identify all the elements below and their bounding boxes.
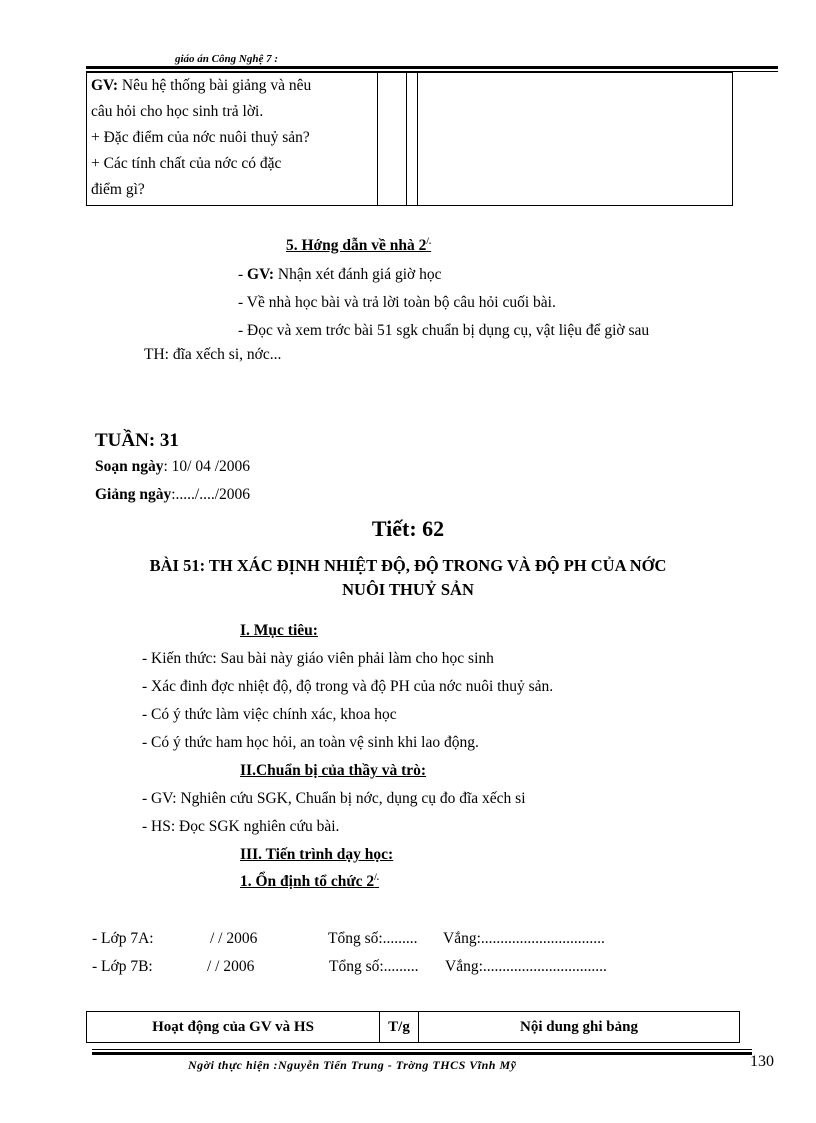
table-header-row — [87, 1012, 740, 1043]
running-title: giáo án Công Nghệ 7 : — [175, 53, 278, 65]
content-cell — [418, 73, 733, 206]
preparation-heading: II.Chuẩn bị của thầy và trò: — [240, 762, 427, 779]
activity-cell — [87, 73, 378, 206]
time-cell-b — [407, 73, 418, 206]
homework-item: - GV: Nhận xét đánh giá giờ học — [238, 266, 442, 283]
activity-table-header — [86, 1011, 740, 1043]
table-line: điểm gì? — [91, 181, 145, 198]
objective-item: - Xác đinh đợc nhiệt độ, độ trong và độ PH của nớc nuôi thuỷ sản. — [142, 678, 554, 695]
class-row: - Lớp 7B: / / 2006 Tổng số:......... Vắng:................................ — [92, 958, 607, 975]
table-line: + Đặc điểm của nớc nuôi thuỷ sản? — [91, 129, 310, 146]
period-number: Tiết: 62 — [371, 516, 445, 541]
objective-item: - Kiến thức: Sau bài này giáo viên phải làm cho học sinh — [142, 650, 494, 667]
process-subheading: 1. Ổn định tổ chức 2/. — [240, 872, 379, 891]
objective-item: - Có ý thức làm việc chính xác, khoa học — [142, 706, 397, 723]
objective-item: - Có ý thức ham học hỏi, an toàn vệ sinh khi lao động. — [142, 734, 479, 751]
teach-date: Giảng ngày:...../..../2006 — [95, 486, 251, 503]
preparation-item: - GV: Nghiên cứu SGK, Chuẩn bị nớc, dụng cụ đo đĩa xếch si — [142, 790, 526, 807]
homework-item: - Đọc và xem trớc bài 51 sgk chuẩn bị dụng cụ, vật liệu để giờ sau — [238, 322, 650, 339]
class-row: - Lớp 7A: / / 2006 Tổng số:......... Vắng:................................ — [92, 930, 605, 947]
table-line: GV: Nêu hệ thống bài giảng và nêu — [91, 77, 312, 94]
table-row — [87, 73, 733, 206]
lesson-title-line2: NUÔI THUỶ SẢN — [342, 580, 474, 599]
table-line: câu hỏi cho học sinh trả lời. — [91, 103, 264, 120]
objectives-heading: I. Mục tiêu: — [240, 622, 318, 639]
header-activity: Hoạt động của GV và HS — [87, 1012, 380, 1043]
week-label: TUẦN: 31 — [95, 430, 179, 451]
header-content: Nội dung ghi bảng — [419, 1012, 740, 1043]
prep-date: Soạn ngày: 10/ 04 /2006 — [95, 458, 251, 475]
header-time: T/g — [380, 1012, 419, 1043]
header-rule-thick — [86, 66, 778, 69]
table-line: + Các tính chất của nớc có đặc — [91, 155, 282, 172]
homework-heading: 5. Hớng dẫn về nhà 2/. — [286, 236, 432, 255]
footer-author: Ngời thực hiện :Nguyễn Tiến Trung - Trờng THCS Vĩnh Mỹ — [188, 1058, 517, 1072]
lesson-title-line1: BÀI 51: TH XÁC ĐỊNH NHIỆT ĐỘ, ĐỘ TRONG VÀ ĐỘ PH CỦA NỚC — [149, 556, 667, 575]
top-lesson-table — [86, 72, 733, 206]
page-number: 130 — [750, 1053, 774, 1070]
footer-rule-thick — [92, 1052, 752, 1055]
footer-rule-thin — [92, 1049, 752, 1050]
time-cell-a — [378, 73, 407, 206]
preparation-item: - HS: Đọc SGK nghiên cứu bài. — [142, 818, 340, 835]
process-heading: III. Tiến trình dạy học: — [240, 846, 394, 863]
homework-item: - Về nhà học bài và trả lời toàn bộ câu hỏi cuối bài. — [238, 294, 556, 311]
homework-continuation: TH: đĩa xếch si, nớc... — [144, 346, 282, 363]
